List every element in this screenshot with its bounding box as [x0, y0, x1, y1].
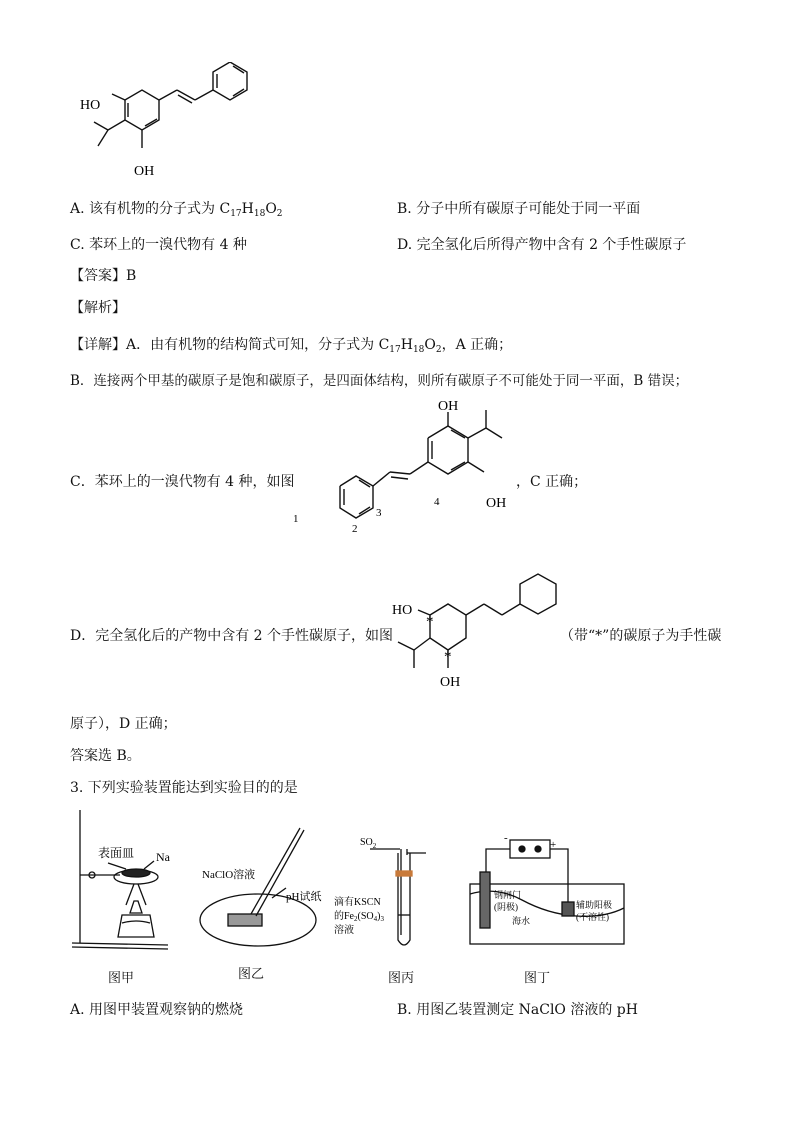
option-b: B. 分子中所有碳原子可能处于同一平面 [397, 201, 641, 217]
detail-c-suffix: ，C 正确； [516, 474, 588, 490]
conclusion: 答案选 B。 [70, 748, 141, 764]
figure-jia [68, 805, 178, 955]
detail-a-suffix: ，A 正确； [441, 337, 513, 353]
kscn-line2: 的$Fe_2(SO_4)_3$ [334, 911, 384, 923]
option-a [70, 198, 283, 219]
oh-bottom-label: OH [486, 496, 507, 511]
insoluble-label: (不溶性) [576, 912, 609, 922]
detail-d-cont: 原子），D 正确； [70, 716, 177, 732]
so2-label: $SO_2$ [360, 837, 377, 850]
kscn-line3: 溶液 [334, 925, 354, 936]
analysis-heading: 【解析】 [70, 300, 126, 316]
figure-ding [466, 838, 628, 950]
oh-label-top: HO [80, 98, 101, 113]
plus-sign: + [550, 839, 557, 851]
chiral-star-2: * [444, 649, 452, 665]
dish-label: 表面皿 [98, 846, 135, 860]
figure-ding-label: 图丁 [524, 971, 551, 986]
detail-a [70, 334, 512, 355]
position-4-label: 4 [434, 496, 440, 508]
detail-formula-h-sub: 18 [412, 345, 425, 355]
oh-label: OH [440, 675, 461, 690]
option-d: D. 完全氢化后所得产物中含有 2 个手性碳原子 [397, 237, 687, 253]
formula-h-sub: 18 [253, 209, 266, 219]
ho-label: HO [392, 603, 413, 618]
figure-yi [196, 820, 336, 950]
detail-formula-o: O [424, 337, 436, 353]
detail-formula-c-sub: 17 [389, 345, 401, 355]
detail-formula-h: H [400, 337, 413, 353]
detail-b: B．连接两个甲基的碳原子是饱和碳原子，是四面体结构，则所有碳原子不可能处于同一平面，B 错误； [70, 373, 689, 389]
kscn-line1: 滴有KSCN [334, 897, 381, 908]
gate-label: 钢闸门 [494, 890, 522, 900]
anode-label: 辅助阳极 [576, 900, 613, 910]
position-1-label: 1 [293, 513, 299, 525]
formula-o-sub: 2 [276, 209, 283, 219]
formula-c: C [219, 201, 231, 217]
position-2-label: 2 [352, 523, 358, 535]
question-3-stem: 3. 下列实验装置能达到实验目的的是 [70, 780, 298, 796]
detail-formula-c: C [378, 337, 390, 353]
position-3-label: 3 [376, 507, 382, 519]
option-c: C. 苯环上的一溴代物有 4 种 [70, 237, 247, 253]
detail-c-prefix: C．苯环上的一溴代物有 4 种，如图 [70, 474, 295, 490]
oh-top-label: OH [438, 399, 459, 414]
minus-sign: - [504, 838, 508, 844]
answer: 【答案】B [70, 268, 137, 284]
option-a-text: A. 该有机物的分子式为 [70, 201, 220, 217]
oh-label-bottom: OH [134, 164, 155, 179]
structure-2 [288, 398, 518, 548]
figure-bing [334, 835, 434, 955]
structure-3 [386, 570, 566, 695]
detail-formula-o-sub: 2 [435, 345, 442, 355]
formula-o: O [265, 201, 277, 217]
figure-yi-label: 图乙 [238, 967, 265, 982]
figure-jia-label: 图甲 [108, 971, 135, 986]
q3-option-b: B. 用图乙装置测定 NaClO 溶液的 pH [397, 1002, 638, 1018]
ph-paper-label: pH试纸 [286, 891, 322, 903]
seawater-label: 海水 [512, 916, 531, 926]
detail-d-prefix: D．完全氢化后的产物中含有 2 个手性碳原子，如图 [70, 628, 394, 644]
figure-bing-label: 图丙 [388, 971, 415, 986]
naclo-solution-label: NaClO溶液 [202, 869, 256, 881]
detail-d-suffix: （带“*”的碳原子为手性碳 [560, 628, 722, 644]
chiral-star-1: * [426, 614, 434, 630]
detail-a-text: 【详解】A．由有机物的结构简式可知，分子式为 [70, 337, 379, 353]
formula-h: H [241, 201, 254, 217]
na-label: Na [156, 850, 170, 864]
formula-c-sub: 17 [230, 209, 242, 219]
q3-option-a: A. 用图甲装置观察钠的燃烧 [70, 1002, 244, 1018]
cathode-label: (阴极) [494, 902, 518, 912]
structure-1 [70, 62, 260, 182]
